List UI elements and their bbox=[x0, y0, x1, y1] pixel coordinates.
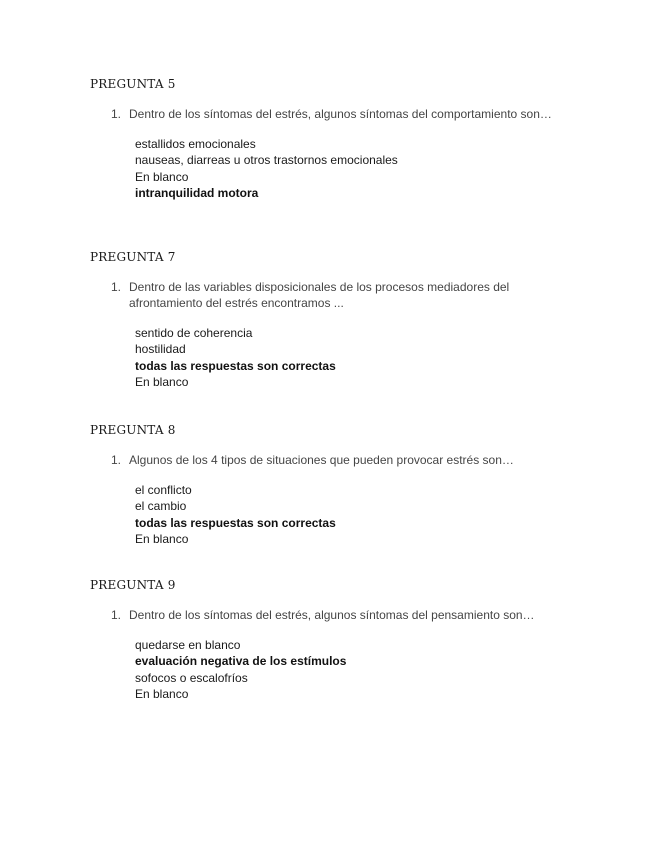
question-heading: PREGUNTA 7 bbox=[90, 250, 176, 264]
question-block bbox=[90, 577, 580, 702]
question-text: Algunos de los 4 tipos de situaciones que pueden provocar estrés son… bbox=[129, 453, 514, 467]
question-heading: PREGUNTA 8 bbox=[90, 423, 176, 437]
question-number: 1. bbox=[111, 107, 122, 121]
correct-answer-option: intranquilidad motora bbox=[135, 185, 259, 200]
question-number: 1. bbox=[111, 453, 122, 467]
answer-option: hostilidad bbox=[135, 342, 186, 357]
question-item bbox=[90, 279, 580, 311]
answer-option: En blanco bbox=[135, 686, 189, 701]
question-block bbox=[90, 76, 580, 201]
question-text: Dentro de los síntomas del estrés, algunos síntomas del comportamiento son… bbox=[129, 107, 552, 121]
answer-option: sofocos o escalofríos bbox=[135, 670, 248, 685]
answer-option: En blanco bbox=[135, 531, 189, 546]
answer-option: quedarse en blanco bbox=[135, 638, 241, 652]
question-number: 1. bbox=[111, 280, 122, 294]
correct-answer-option: todas las respuestas son correctas bbox=[135, 358, 336, 373]
answer-option: el conflicto bbox=[135, 483, 192, 497]
question-block bbox=[90, 249, 580, 390]
question-text: Dentro de los síntomas del estrés, algunos síntomas del pensamiento son… bbox=[129, 608, 535, 622]
answer-options bbox=[90, 637, 580, 702]
question-heading: PREGUNTA 9 bbox=[90, 578, 176, 592]
correct-answer-option: todas las respuestas son correctas bbox=[135, 515, 336, 530]
answer-option: el cambio bbox=[135, 499, 187, 514]
question-heading: PREGUNTA 5 bbox=[90, 77, 176, 91]
question-item bbox=[90, 607, 580, 623]
question-item bbox=[90, 106, 580, 122]
answer-option: nauseas, diarreas u otros trastornos emocionales bbox=[135, 153, 398, 168]
correct-answer-option: evaluación negativa de los estímulos bbox=[135, 654, 347, 669]
question-item bbox=[90, 452, 580, 468]
question-text: Dentro de las variables disposicionales de los procesos mediadores del afrontamiento del estrés encontramos ... bbox=[129, 280, 510, 310]
answer-option: En blanco bbox=[135, 169, 189, 184]
answer-options bbox=[90, 136, 580, 201]
answer-option: En blanco bbox=[135, 374, 189, 389]
question-block bbox=[90, 422, 580, 547]
question-number: 1. bbox=[111, 608, 122, 622]
answer-options bbox=[90, 482, 580, 547]
answer-option: sentido de coherencia bbox=[135, 326, 253, 340]
answer-options bbox=[90, 325, 580, 390]
answer-option: estallidos emocionales bbox=[135, 137, 256, 151]
